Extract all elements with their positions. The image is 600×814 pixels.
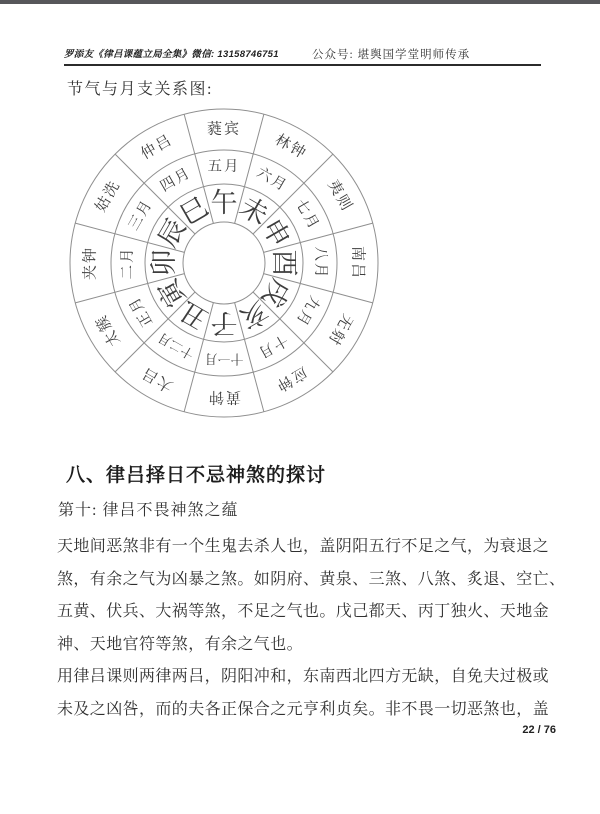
wheel-month-label: 九月	[291, 292, 323, 330]
wheel-month-label: 三月	[125, 196, 157, 234]
wheel-lvlu-label: 太簇	[92, 311, 124, 349]
wheel-month-label: 八月	[312, 246, 328, 280]
wheel-branch-label: 子	[210, 308, 238, 338]
wheel-month-label: 四月	[157, 164, 195, 196]
wheel-branch-label: 寅	[152, 273, 192, 313]
wheel-month-label: 十月	[253, 330, 291, 362]
wheel-branch-label: 亥	[234, 295, 274, 335]
header-divider	[64, 64, 541, 66]
wheel-month-label: 正月	[125, 292, 157, 330]
header-left-credit: 罗添友《律吕课蕴立局全集》微信: 13158746751	[64, 49, 279, 60]
wheel-branch-label: 未	[234, 191, 274, 231]
wheel-lvlu-label: 应钟	[272, 363, 310, 395]
wheel-month-label: 五月	[207, 159, 241, 175]
wheel-month-label: 十一月	[204, 351, 244, 367]
wheel-branch-label: 申	[256, 213, 296, 253]
section-heading: 八、律吕择日不忌神煞的探讨	[66, 465, 327, 486]
wheel-lvlu-label: 姑洗	[92, 177, 124, 215]
body-line: 神、天地官符等煞，有余之气也。	[57, 635, 304, 653]
wheel-branch-label: 酉	[269, 249, 299, 277]
wheel-lvlu-label: 夷则	[324, 177, 356, 215]
wheel-month-label: 七月	[291, 196, 323, 234]
wheel-branch-label: 丑	[174, 295, 214, 335]
section-subheading: 第十: 律吕不畏神煞之蕴	[58, 502, 239, 519]
wheel-month-label: 十二月	[155, 329, 197, 363]
wheel-month-label: 二月	[120, 246, 136, 280]
wheel-branch-label: 卯	[149, 249, 179, 277]
body-line: 煞，有余之气为凶暴之煞。如阴府、黄泉、三煞、八煞、炙退、空亡、	[57, 570, 566, 588]
wheel-lvlu-label: 黄钟	[206, 388, 242, 405]
page-number: 22 / 76	[522, 724, 556, 736]
wheel-ring	[183, 222, 265, 304]
wheel-branch-label: 戌	[256, 273, 296, 313]
wheel-lvlu-label: 无射	[324, 311, 356, 349]
wheel-branch-label: 午	[210, 188, 238, 218]
wheel-month-label: 六月	[253, 164, 291, 196]
wheel-branch-label: 辰	[152, 213, 192, 253]
body-line: 天地间恶煞非有一个生鬼去杀人也，盖阴阳五行不足之气，为衰退之	[57, 538, 550, 555]
body-text-block	[57, 531, 566, 726]
relationship-wheel	[69, 108, 379, 418]
wheel-lvlu-label: 南吕	[349, 245, 366, 281]
wheel-lvlu-label: 蕤宾	[206, 121, 242, 138]
wheel-lvlu-label: 夹钟	[82, 245, 99, 281]
wheel-lvlu-label: 林钟	[272, 131, 310, 163]
body-line: 用律吕课则两律两吕，阴阳冲和，东南西北四方无缺，自免夫过极或	[57, 668, 550, 685]
body-line: 五黄、伏兵、大祸等煞，不足之气也。戊己都天、丙丁独火、天地金	[57, 603, 550, 620]
wheel-lvlu-label: 大吕	[138, 363, 176, 395]
header-right-credit: 公众号: 堪舆国学堂明师传承	[312, 49, 471, 61]
wheel-container	[69, 108, 379, 418]
wheel-branch-label: 巳	[174, 191, 214, 231]
wheel-lvlu-label: 仲吕	[138, 131, 176, 163]
figure-caption: 节气与月支关系图:	[67, 81, 213, 98]
body-line: 未及之凶咎，而的夫各正保合之元亨利贞矣。非不畏一切恶煞也，盖	[57, 700, 550, 718]
window-top-bar	[0, 0, 600, 4]
